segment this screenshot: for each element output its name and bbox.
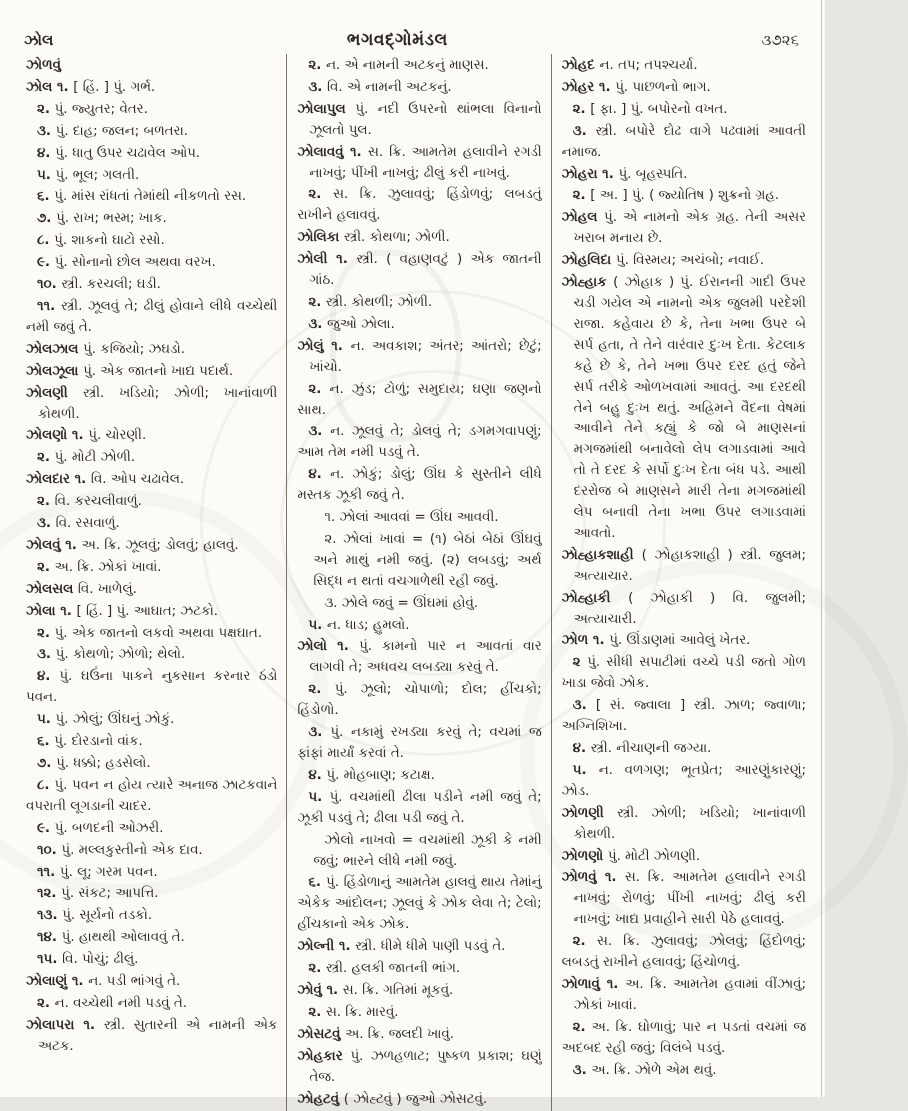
sense-number: ૩. bbox=[308, 424, 331, 440]
dictionary-entry: ઝોહ્હાકી ( ઝોહાકી ) વિ. જુલમી; અત્યાચારી. bbox=[561, 590, 806, 627]
headword: ઝોલદાર ૧. bbox=[26, 472, 91, 488]
headword: ઝોલો ૧. bbox=[297, 639, 360, 655]
dictionary-entry: ઝોલાવવું ૧. સ. ક્રિ. આમતેમ હલાવીને રગડી નાખવું; પીંખી નાખવું; ઢીલું કરી નાખવું. bbox=[297, 144, 542, 181]
sense-line: ૪. પું. મોહબાણ; કટાક્ષ. bbox=[308, 767, 435, 783]
headword: ઝોલવું ૧. bbox=[26, 537, 82, 553]
sense-number: ૫. bbox=[37, 712, 56, 728]
headword: ઝોહકાર bbox=[297, 1048, 351, 1064]
headword: ઝોલા ૧. bbox=[26, 603, 77, 619]
dictionary-entry: ઝોલણી સ્ત્રી. ખડિયો; ઝોળી; ખાનાંવાળી કોથળી. bbox=[26, 385, 278, 422]
dictionary-entry: ઝોળણો પું. મોટી ઝોળણી. bbox=[561, 848, 701, 864]
sense-number: ૨. bbox=[572, 934, 598, 950]
headword: ઝોહદ bbox=[561, 58, 600, 73]
headword: ઝોહરા ૧. bbox=[561, 166, 619, 182]
guide-word-left: ઝોલ bbox=[24, 31, 54, 49]
dictionary-entry: ઝોલઝાલ પું. કજિયો; ઝઘડો. bbox=[26, 341, 186, 357]
sense-number: ૩. bbox=[37, 516, 56, 532]
headword: ઝોળ ૧. bbox=[561, 633, 610, 649]
sense-line: ૮. પું. પવન ન હોય ત્યારે અનાજ ઝાટકવાને વપરાતી લૂગડાની ચાદર. bbox=[26, 777, 278, 814]
sense-line: ૧૦. પું. મલ્લકુસ્તીનો એક દાવ. bbox=[37, 842, 203, 858]
sense-line: ૮. પું. શાકનો ઘાટો રસો. bbox=[37, 233, 165, 249]
headword: ઝોલાણું ૧. bbox=[26, 974, 89, 990]
sense-line: ૬. પું. હિંડોળાનું આમતેમ હાલવું થાય તેમાંનું એકેક આંદોલન; ઝૂલવું કે ઝોક લેવા તે; ટેલો; હીંચકાનો એક ઝોક. bbox=[297, 875, 542, 933]
sense-line: ૨. વિ. કરચલીવાળું. bbox=[37, 494, 142, 510]
sense-number: ૨. bbox=[308, 187, 334, 203]
headword: ઝોહ્હાક bbox=[561, 275, 614, 291]
headword: ઝોલાવવું ૧. bbox=[297, 144, 369, 160]
sense-line: ૧૧. પું. લૂ; ગરમ પવન. bbox=[37, 864, 158, 880]
sense-line: ૨. સ્ત્રી. હલકી જાતની ભાંગ. bbox=[308, 961, 461, 977]
sense-number: ૩. bbox=[37, 647, 56, 663]
sense-line: ૬. પું. દોરડાનો વાંક. bbox=[37, 734, 143, 750]
sense-line: ૨. પું. જ્યુતર; વેતર. bbox=[37, 101, 148, 117]
sense-line: ૩. સ્ત્રી. બપોરે દોઢ વાગે પઢવામાં આવતી નમાજ. bbox=[561, 123, 807, 160]
sense-number: ૧૦. bbox=[37, 277, 62, 293]
page-title: ભગવદ્ગોમંડલ bbox=[346, 30, 448, 50]
sense-number: ૬. bbox=[37, 189, 55, 205]
sense-number: ૨. bbox=[37, 559, 55, 575]
sense-number: ૪. bbox=[572, 741, 591, 756]
headword: ઝોળણો bbox=[561, 848, 608, 864]
headword: ઝોહ્હાકી bbox=[561, 590, 629, 606]
dictionary-entry: ઝોળણી સ્ત્રી. ઝોળી; ખડિયો; ખાનાંવાળી કોથળી. bbox=[561, 805, 806, 842]
page-number: ૩૭૨૬ bbox=[761, 31, 799, 49]
sense-number: ૫. bbox=[37, 167, 56, 183]
sense-number: ૪. bbox=[308, 467, 331, 483]
sense-line: ૪. પું. ધાતુ ઉપર ચઢાવેલ ઓપ. bbox=[37, 145, 201, 161]
sense-number: ૧૫. bbox=[37, 952, 63, 968]
sense-number: ૨ bbox=[572, 655, 588, 671]
headword: ઝોલસલ bbox=[26, 581, 78, 597]
dictionary-entry: ઝોવું ૧. સ. ક્રિ. ગતિમાં મૂકવું. bbox=[297, 982, 454, 998]
sense-number: ૧૩. bbox=[37, 908, 63, 924]
sense-line: ૧૦. સ્ત્રી. કરચલી; ઘડી. bbox=[37, 277, 161, 293]
sense-number: ૨. bbox=[37, 494, 55, 510]
headword: ઝોલ્ની ૧. bbox=[297, 939, 356, 955]
sense-line: ૪. સ્ત્રી. નીચાણની જગ્યા. bbox=[572, 741, 712, 756]
headword: ઝોલી ૧. bbox=[297, 252, 357, 268]
sense-number: ૨. bbox=[37, 450, 55, 466]
dictionary-entry: ઝોલાપુલ પું. નદી ઉપરનો થાંભલા વિનાનો ઝૂલતો પુલ. bbox=[297, 101, 542, 138]
sense-number: ૨. bbox=[572, 101, 591, 117]
dictionary-entry: ઝોલી ૧. સ્ત્રી. ( વહાણવટું ) એક જાતની ગાંઠ. bbox=[297, 252, 542, 289]
sense-line: ૩. પું. દાહ; જલન; બળતરા. bbox=[37, 123, 188, 139]
sense-line: ૧૨. પું. સંકટ; આપત્તિ. bbox=[37, 886, 159, 902]
sense-line: ૫. પું. વચમાંથી ઢીલા પડીને નમી જવું તે; ઝૂકી પડવું તે; ઢીલા પડી જવું તે. bbox=[297, 789, 542, 826]
dictionary-entry: ઝોલણો ૧. પું. ચોરણી. bbox=[26, 428, 147, 444]
sense-line: ૨. ન. ઝુંડ; ટોળું; સમુદાય; ઘણા જણનો સાથ. bbox=[297, 381, 542, 418]
dictionary-entry: ઝોહ્હાકશાહી ( ઝોહાકશાહી ) સ્ત્રી. જુલમ; અત્યાચાર. bbox=[561, 547, 806, 584]
sense-line: ૨. સ. ક્રિ. મારવું. bbox=[308, 1004, 399, 1020]
headword: ઝોલઝાલ bbox=[26, 341, 84, 357]
sense-line: ૪. ન. ઝોકું; ડોલું; ઊંઘ કે સુસ્તીને લીધે મસ્તક ઝૂકી જવું તે. bbox=[297, 467, 542, 504]
headword: ઝોળાવું ૧. bbox=[561, 976, 626, 992]
sense-line: ૩. પું. કોથળો; ઝોળો; થેલો. bbox=[37, 647, 186, 663]
dictionary-entry: ઝોલું ૧. ન. અવકાશ; અંતર; આંતરો; છેટું; ખાંચો. bbox=[297, 338, 542, 375]
sense-line: ૯. પું. બળદની ઓઝરી. bbox=[37, 820, 164, 836]
idiom-line: ૨. ઝોલાં ખાવાં = (૧) બેઠાં બેઠાં ઊંઘવું અને માથું નમી જવું. (૨) લબડવું; અર્થ સિદ્ધ ન થતાં વચગાળેથી રહી જવું. bbox=[313, 531, 542, 589]
sense-line: ૫. પું. ભૂલ; ગલતી. bbox=[37, 167, 140, 183]
sense-number: ૩. bbox=[308, 316, 327, 332]
sense-line: ૩. વિ. એ નામની અટકનું. bbox=[308, 79, 452, 95]
headword: ઝોહર ૧. bbox=[561, 79, 616, 95]
sense-number: ૩. bbox=[572, 123, 596, 139]
sense-line: ૫. પું. ઝોલું; ઊંઘનું ઝોકું. bbox=[37, 712, 175, 728]
idiom-line: ઝોલો નાખવો = વચમાંથી ઝૂકી કે નમી જવું; ભારને લીધે નમી જવું. bbox=[313, 832, 542, 869]
sense-line: ૨. ન. વચ્ચેથી નમી પડવું તે. bbox=[37, 995, 187, 1011]
sense-line: ૨. સ્ત્રી. કોથળી; ઝોળી. bbox=[308, 294, 433, 310]
dictionary-entry: ઝોલા ૧. [ હિં. ] પું. આઘાત; ઝટકો. bbox=[26, 603, 219, 619]
sense-line: ૩. જુઓ ઝોલા. bbox=[308, 316, 395, 332]
sense-line: ૨. અ. ક્રિ. ઝોકાં ખાવાં. bbox=[37, 559, 162, 575]
sense-number: ૨. bbox=[572, 188, 591, 204]
sense-line: ૩. પું. નકામું રખડ્યા કરવું તે; વચમાં જ ફાંફાં માર્યાં કરવાં તે. bbox=[297, 725, 542, 761]
sense-number: ૨. bbox=[37, 995, 55, 1011]
sense-number: ૩. bbox=[37, 123, 56, 139]
dictionary-entry: ઝોહકાર પું. ઝળહળાટ; પુષ્કળ પ્રકાશ; ઘણું તેજ. bbox=[297, 1048, 542, 1085]
sense-number: ૩. bbox=[308, 79, 327, 95]
sense-line: ૧૩. પું. સૂર્યનો તડકો. bbox=[37, 908, 153, 924]
sense-number: ૬. bbox=[308, 875, 327, 891]
dictionary-entry: ઝોલાપરા ૧. સ્ત્રી. સુતારની એ નામની એક અટક. bbox=[26, 1017, 278, 1054]
sense-line: ૨. પું. મોટી ઝોળી. bbox=[37, 450, 136, 466]
dictionary-entry: ઝોહદ ન. તપ; તપશ્ચર્યા. bbox=[561, 58, 698, 73]
sense-number: ૯. bbox=[37, 820, 55, 836]
headword: ઝોલ ૧. bbox=[26, 79, 74, 95]
sense-line: ૯. પું. સોનાનો છોલ અથવા વરખ. bbox=[37, 255, 216, 271]
headword: ઝોહલિદા bbox=[561, 253, 616, 269]
headword: ઝોવું ૧. bbox=[297, 982, 343, 998]
dictionary-entry: ઝોલવું ૧. અ. ક્રિ. ઝૂલવું; ડોલવું; હાલવું. bbox=[26, 537, 239, 553]
sense-number: ૪. bbox=[308, 767, 327, 783]
dictionary-entry: ઝોહરા ૧. પું. બૃહસ્પતિ. bbox=[561, 166, 688, 182]
dictionary-entry: ઝોહર ૧. પું. પાછળનો ભાગ. bbox=[561, 79, 711, 95]
headword: ઝોલણો ૧. bbox=[26, 428, 89, 444]
sense-number: ૨. bbox=[308, 381, 330, 397]
dictionary-entry: ઝોળવું ૧. સ. ક્રિ. આમતેમ હલાવીને રગડી નાખવું; રોળવું; પીંખી નાખવું; ઢીલું કરી નાખવું; ખાદ્ય પ્રવાહીને સારી પેઠે હલાવવું. bbox=[561, 870, 806, 928]
sense-number: ૫. bbox=[308, 789, 330, 805]
sense-line: ૭. પું. ધક્કો; હડસેલો. bbox=[37, 756, 151, 771]
sense-number: ૩. bbox=[572, 1062, 592, 1078]
headword: ઝોલણી bbox=[26, 385, 83, 401]
idiom-line: ૧. ઝોલાં આવવાં = ઊંઘ આવવી. bbox=[324, 510, 499, 526]
sense-number: ૭. bbox=[37, 211, 57, 227]
sense-line: ૫. ન. ધાડ; હુમલો. bbox=[308, 617, 410, 633]
headword: ઝોળવું bbox=[26, 58, 61, 73]
sense-line: ૪. પું. ઘઉંના પાકને નુકસાન કરનાર ઠંડો પવન. bbox=[26, 669, 278, 706]
dictionary-entry: ઝોળ ૧. પું. ઊંડાણમાં આવેલું ખેતર. bbox=[561, 633, 751, 649]
sense-number: ૪. bbox=[37, 669, 60, 685]
sense-line: ૭. પું. રાખ; ભસ્મ; ખાક. bbox=[37, 211, 167, 227]
headword: ઝોલું ૧. bbox=[297, 338, 351, 354]
sense-line: ૩. ન. ઝૂલવું તે; ડોલવું તે; ડગમગવાપણું; આમ તેમ નમી પડવું તે. bbox=[297, 424, 542, 461]
sense-line: ૫. ન. વળગણ; ભૂતપ્રેત; આરણુંકારણું; ઝોડ. bbox=[561, 762, 807, 799]
sense-number: ૪. bbox=[37, 145, 56, 161]
sense-number: ૨. bbox=[308, 961, 326, 977]
sense-line: ૨ પું. સીધી સપાટીમાં વચ્ચે પડી જતો ગોળ ખાડા જેવો ઝોક. bbox=[561, 655, 806, 692]
sense-number: ૨. bbox=[37, 625, 55, 641]
dictionary-entry: ઝોલિકા સ્ત્રી. કોથળા; ઝોળી. bbox=[297, 230, 450, 246]
sense-number: ૫. bbox=[308, 617, 327, 633]
sense-line: ૨. સ. ક્રિ. ઝુલાવવું; હિંડોળવું; લબડતું રાખીને હલાવવું. bbox=[297, 187, 542, 224]
sense-number: ૨. bbox=[308, 1004, 326, 1020]
headword: ઝોલાપુલ bbox=[297, 101, 356, 117]
sense-number: ૮. bbox=[37, 777, 55, 793]
sense-line: ૧૧. સ્ત્રી. ઝૂલવું તે; ઢીલું હોવાને લીધે વચ્ચેથી નમી જવું તે. bbox=[26, 298, 278, 335]
sense-number: ૧૪. bbox=[37, 930, 62, 946]
guide-word-secondary bbox=[26, 56, 277, 77]
sense-line: ૬. પું. માંસ રાંધતાં તેમાંથી નીકળતો રસ. bbox=[37, 189, 247, 205]
sense-number: ૧૦. bbox=[37, 842, 62, 858]
idiom-line: ૩. ઝોલે જવું = ઊંઘમાં હોવું. bbox=[324, 595, 479, 611]
dictionary-entry: ઝોલઝૂલા પું. એક જાતનો ખાદ્ય પદાર્થ. bbox=[26, 363, 234, 379]
dictionary-entry: ઝોહલિદા પું. વિસ્મય; અચંબો; નવાઈ. bbox=[561, 253, 765, 269]
headword: ઝોળણી bbox=[561, 805, 618, 821]
headword: ઝોસટવું bbox=[297, 1026, 346, 1042]
sense-line: ૧૫. વિ. પોચું; ઢીલું. bbox=[37, 952, 139, 968]
headword: ઝોલિકા bbox=[297, 230, 344, 246]
headword: ઝોલાપરા ૧. bbox=[26, 1017, 104, 1033]
headword: ઝોહટવું bbox=[297, 1091, 344, 1107]
dictionary-entry: ઝોલસલ વિ. ખાળેલું. bbox=[26, 581, 137, 597]
dictionary-entry: ઝોળાવું ૧. અ. ક્રિ. આમતેમ હવામાં વીંઝાવું; ઝોકાં ખાવાં. bbox=[561, 976, 806, 1013]
page-header bbox=[0, 0, 825, 50]
page-edge-line bbox=[821, 0, 822, 1097]
sense-line: ૨. પું. એક જાતનો લકવો અથવા પક્ષઘાત. bbox=[37, 625, 263, 641]
sense-number: ૩. bbox=[572, 698, 596, 714]
sense-line: ૨. [ ફા. ] પું. બપોરનો વખત. bbox=[572, 101, 728, 117]
sense-line: ૨. [ અ. ] પું. ( જ્યોતિષ ) શુક્રનો ગ્રહ. bbox=[572, 188, 780, 204]
sense-line: ૨. પું. ઝૂલો; ચોપાળો; દોલ; હીંચકો; હિંડોળો. bbox=[297, 682, 542, 719]
dictionary-entry: ઝોહ્હાક ( ઝોહાક ) પું. ઈરાનની ગાદી ઉપર ચડી ગયેલ એ નામનો એક જુલમી પરદેશી રાજા. કહેવાય છે કે, તેના ખભા ઉપર બે સર્પ હતા, તે તેને વારંવાર દુઃખ દેતા. કેટલાક કહે છે કે, તેને ખભા ઉપર દરદ હતું જેને સર્પ તરીકે ઓળખવામાં આવતું. આ દરદથી તેને બહુ દુઃખ થતું. અહ્રિમને વૈદના વેષમાં આવીને તેને કહ્યું કે જો બે માણસનાં મગજમાંથી બનાવેલો લેપ લગાડવામાં આવે તો તે દરદ કે સર્પો દુઃખ દેતા બંધ પડે. આથી દરરોજ બે માણસને મારી તેના મગજમાંથી લેપ બનાવી તેના ખભા ઉપર લગાડવામાં આવતો. bbox=[561, 275, 806, 541]
dictionary-entry: ઝોસટવું અ. ક્રિ. જલદી ખાવું. bbox=[297, 1026, 454, 1042]
dictionary-entry: ઝોલદાર ૧. વિ. ઓપ ચઢાવેલ. bbox=[26, 472, 185, 488]
sense-line: ૨. અ. ક્રિ. ઘોળાવું; પાર ન પડતાં વચમાં જ અદબદ રહી જવું; વિલંબે પડવું. bbox=[561, 1019, 806, 1056]
sense-line: ૩. અ. ક્રિ. ઝોળે એમ થવું. bbox=[572, 1062, 717, 1078]
sense-number: ૨. bbox=[308, 58, 326, 73]
column-1 bbox=[22, 54, 286, 1111]
sense-number: ૧૧. bbox=[37, 864, 60, 880]
sense-number: ૨. bbox=[572, 1019, 592, 1035]
sense-number: ૭. bbox=[37, 756, 57, 771]
sense-line: ૩. વિ. રસવાળું. bbox=[37, 516, 120, 532]
dictionary-entry: ઝોહલ પું. એ નામનો એક ગ્રહ. તેની અસર ખરાબ મનાય છે. bbox=[561, 210, 806, 247]
dictionary-entry: ઝોલ ૧. [ હિં. ] પું. ગર્ભ. bbox=[26, 79, 156, 95]
headword: ઝોહલ bbox=[561, 210, 605, 226]
columns-container bbox=[22, 54, 815, 1111]
sense-number: ૨. bbox=[37, 101, 55, 117]
sense-number: ૩. bbox=[308, 725, 331, 741]
sense-number: ૨. bbox=[308, 294, 326, 310]
column-2 bbox=[286, 54, 550, 1111]
sense-line: ૧૪. પું. હાથથી ઓલાવવું તે. bbox=[37, 930, 185, 946]
headword: ઝોળવું ૧. bbox=[561, 870, 625, 886]
column-3 bbox=[551, 54, 815, 1111]
sense-number: ૫. bbox=[572, 762, 599, 778]
dictionary-entry: ઝોહટવું ( ઝોહ્ટવું ) જુઓ ઝોસટવું. bbox=[297, 1091, 488, 1107]
dictionary-entry: ઝોલો ૧. પું. કામનો પાર ન આવતાં વાર લાગવી તે; અધવચ લબડ્યા કરવું તે. bbox=[297, 639, 542, 676]
sense-number: ૬. bbox=[37, 734, 55, 750]
sense-number: ૨. bbox=[308, 682, 335, 698]
headword: ઝોહ્હાકશાહી bbox=[561, 547, 642, 563]
headword: ઝોલઝૂલા bbox=[26, 363, 84, 379]
sense-line: ૩. [ સં. જ્વાલા ] સ્ત્રી. ઝાળ; જ્વાળા; અગ્નિશિખા. bbox=[561, 698, 806, 735]
sense-number: ૧૨. bbox=[37, 886, 62, 902]
dictionary-entry: ઝોલ્ની ૧. સ્ત્રી. ધીમે ધીમે પાણી પડવું તે. bbox=[297, 939, 506, 955]
sense-number: ૧૧. bbox=[37, 298, 62, 314]
sense-line: ૨. ન. એ નામની અટકનું માણસ. bbox=[308, 58, 489, 73]
sense-line: ૨. સ. ક્રિ. ઝુલાવવું; ઝોલવું; હિંદોળવું; લબડતું રાખીને હલાવવું; હિંચોળવું. bbox=[561, 934, 806, 971]
sense-number: ૯. bbox=[37, 255, 55, 271]
sense-number: ૮. bbox=[37, 233, 55, 249]
dictionary-entry: ઝોલાણું ૧. ન. પડી ભાંગવું તે. bbox=[26, 974, 181, 990]
